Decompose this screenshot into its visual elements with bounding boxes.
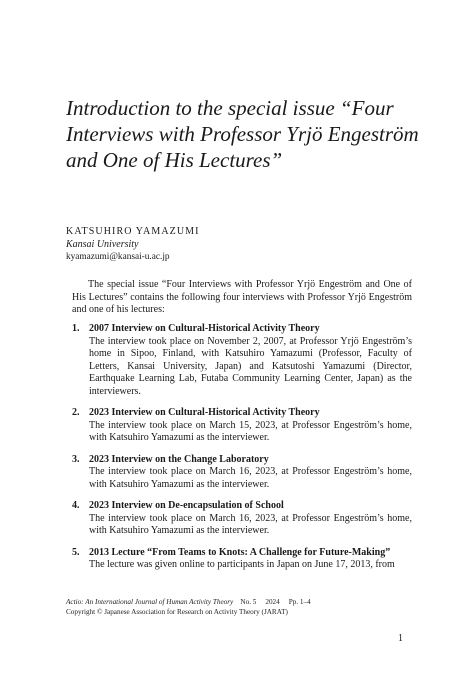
item-title: 2013 Lecture “From Teams to Knots: A Challenge for Future-Making” — [89, 546, 391, 558]
intro-paragraph: The special issue “Four Interviews with Professor Yrjö Engeström and One of His Lectures” contains the following four interviews with Professor Yrjö Engeström and one of his lectures: — [72, 279, 412, 315]
item-description: The lecture was given online to participants in Japan on June 17, 2013, from — [89, 559, 395, 570]
list-item — [72, 547, 412, 572]
author-name: KATSUHIRO YAMAZUMI — [66, 226, 200, 237]
copyright-notice: Copyright © Japanese Association for Research on Activity Theory (JARAT) — [66, 607, 288, 616]
item-title: 2023 Interview on Cultural-Historical Activity Theory — [89, 407, 320, 418]
issue-info: No. 5 2024 Pp. 1–4 — [240, 598, 311, 606]
item-number: 2. — [72, 407, 80, 418]
item-number: 4. — [72, 500, 80, 511]
article-title: Introduction to the special issue “Four Interviews with Professor Yrjö Engeström and One of His Lectures” — [66, 96, 419, 172]
list-item — [72, 323, 412, 398]
item-number: 3. — [72, 453, 80, 465]
page-number: 1 — [398, 633, 403, 644]
item-number: 5. — [72, 546, 80, 558]
list-item — [72, 407, 412, 445]
contents-list — [72, 323, 412, 572]
journal-name: Actio: An International Journal of Human Activity Theory — [66, 598, 234, 606]
item-description: The interview took place on November 2, 2007, at Professor Yrjö Engeström’s home in Sipoo, Finland, with Katsuhiro Yamazumi (Professor, Faculty of Letters, Kansai University, Japan) and Katsutoshi Yamazumi (Director, Earthquake Learning Lab, Futaba Community Learning Center, Japan) as the interviewers. — [89, 335, 412, 397]
author-block — [66, 226, 200, 264]
page-footer — [66, 598, 311, 617]
journal-citation — [66, 598, 311, 608]
item-description: The interview took place on March 16, 2023, at Professor Engeström’s home, with Katsuhiro Yamazumi as the interviewer. — [89, 512, 412, 536]
author-affiliation: Kansai University — [66, 238, 139, 250]
item-number: 1. — [72, 323, 80, 334]
list-item — [72, 500, 412, 538]
item-title: 2023 Interview on De-encapsulation of School — [89, 500, 284, 511]
item-description: The interview took place on March 15, 2023, at Professor Engeström’s home, with Katsuhiro Yamazumi as the interviewer. — [89, 419, 412, 443]
item-description: The interview took place on March 16, 2023, at Professor Engeström’s home, with Katsuhiro Yamazumi as the interviewer. — [89, 466, 412, 490]
author-email[interactable]: kyamazumi@kansai-u.ac.jp — [66, 252, 170, 262]
item-title: 2007 Interview on Cultural-Historical Activity Theory — [89, 323, 320, 334]
item-title: 2023 Interview on the Change Laboratory — [89, 453, 269, 465]
list-item — [72, 454, 412, 492]
